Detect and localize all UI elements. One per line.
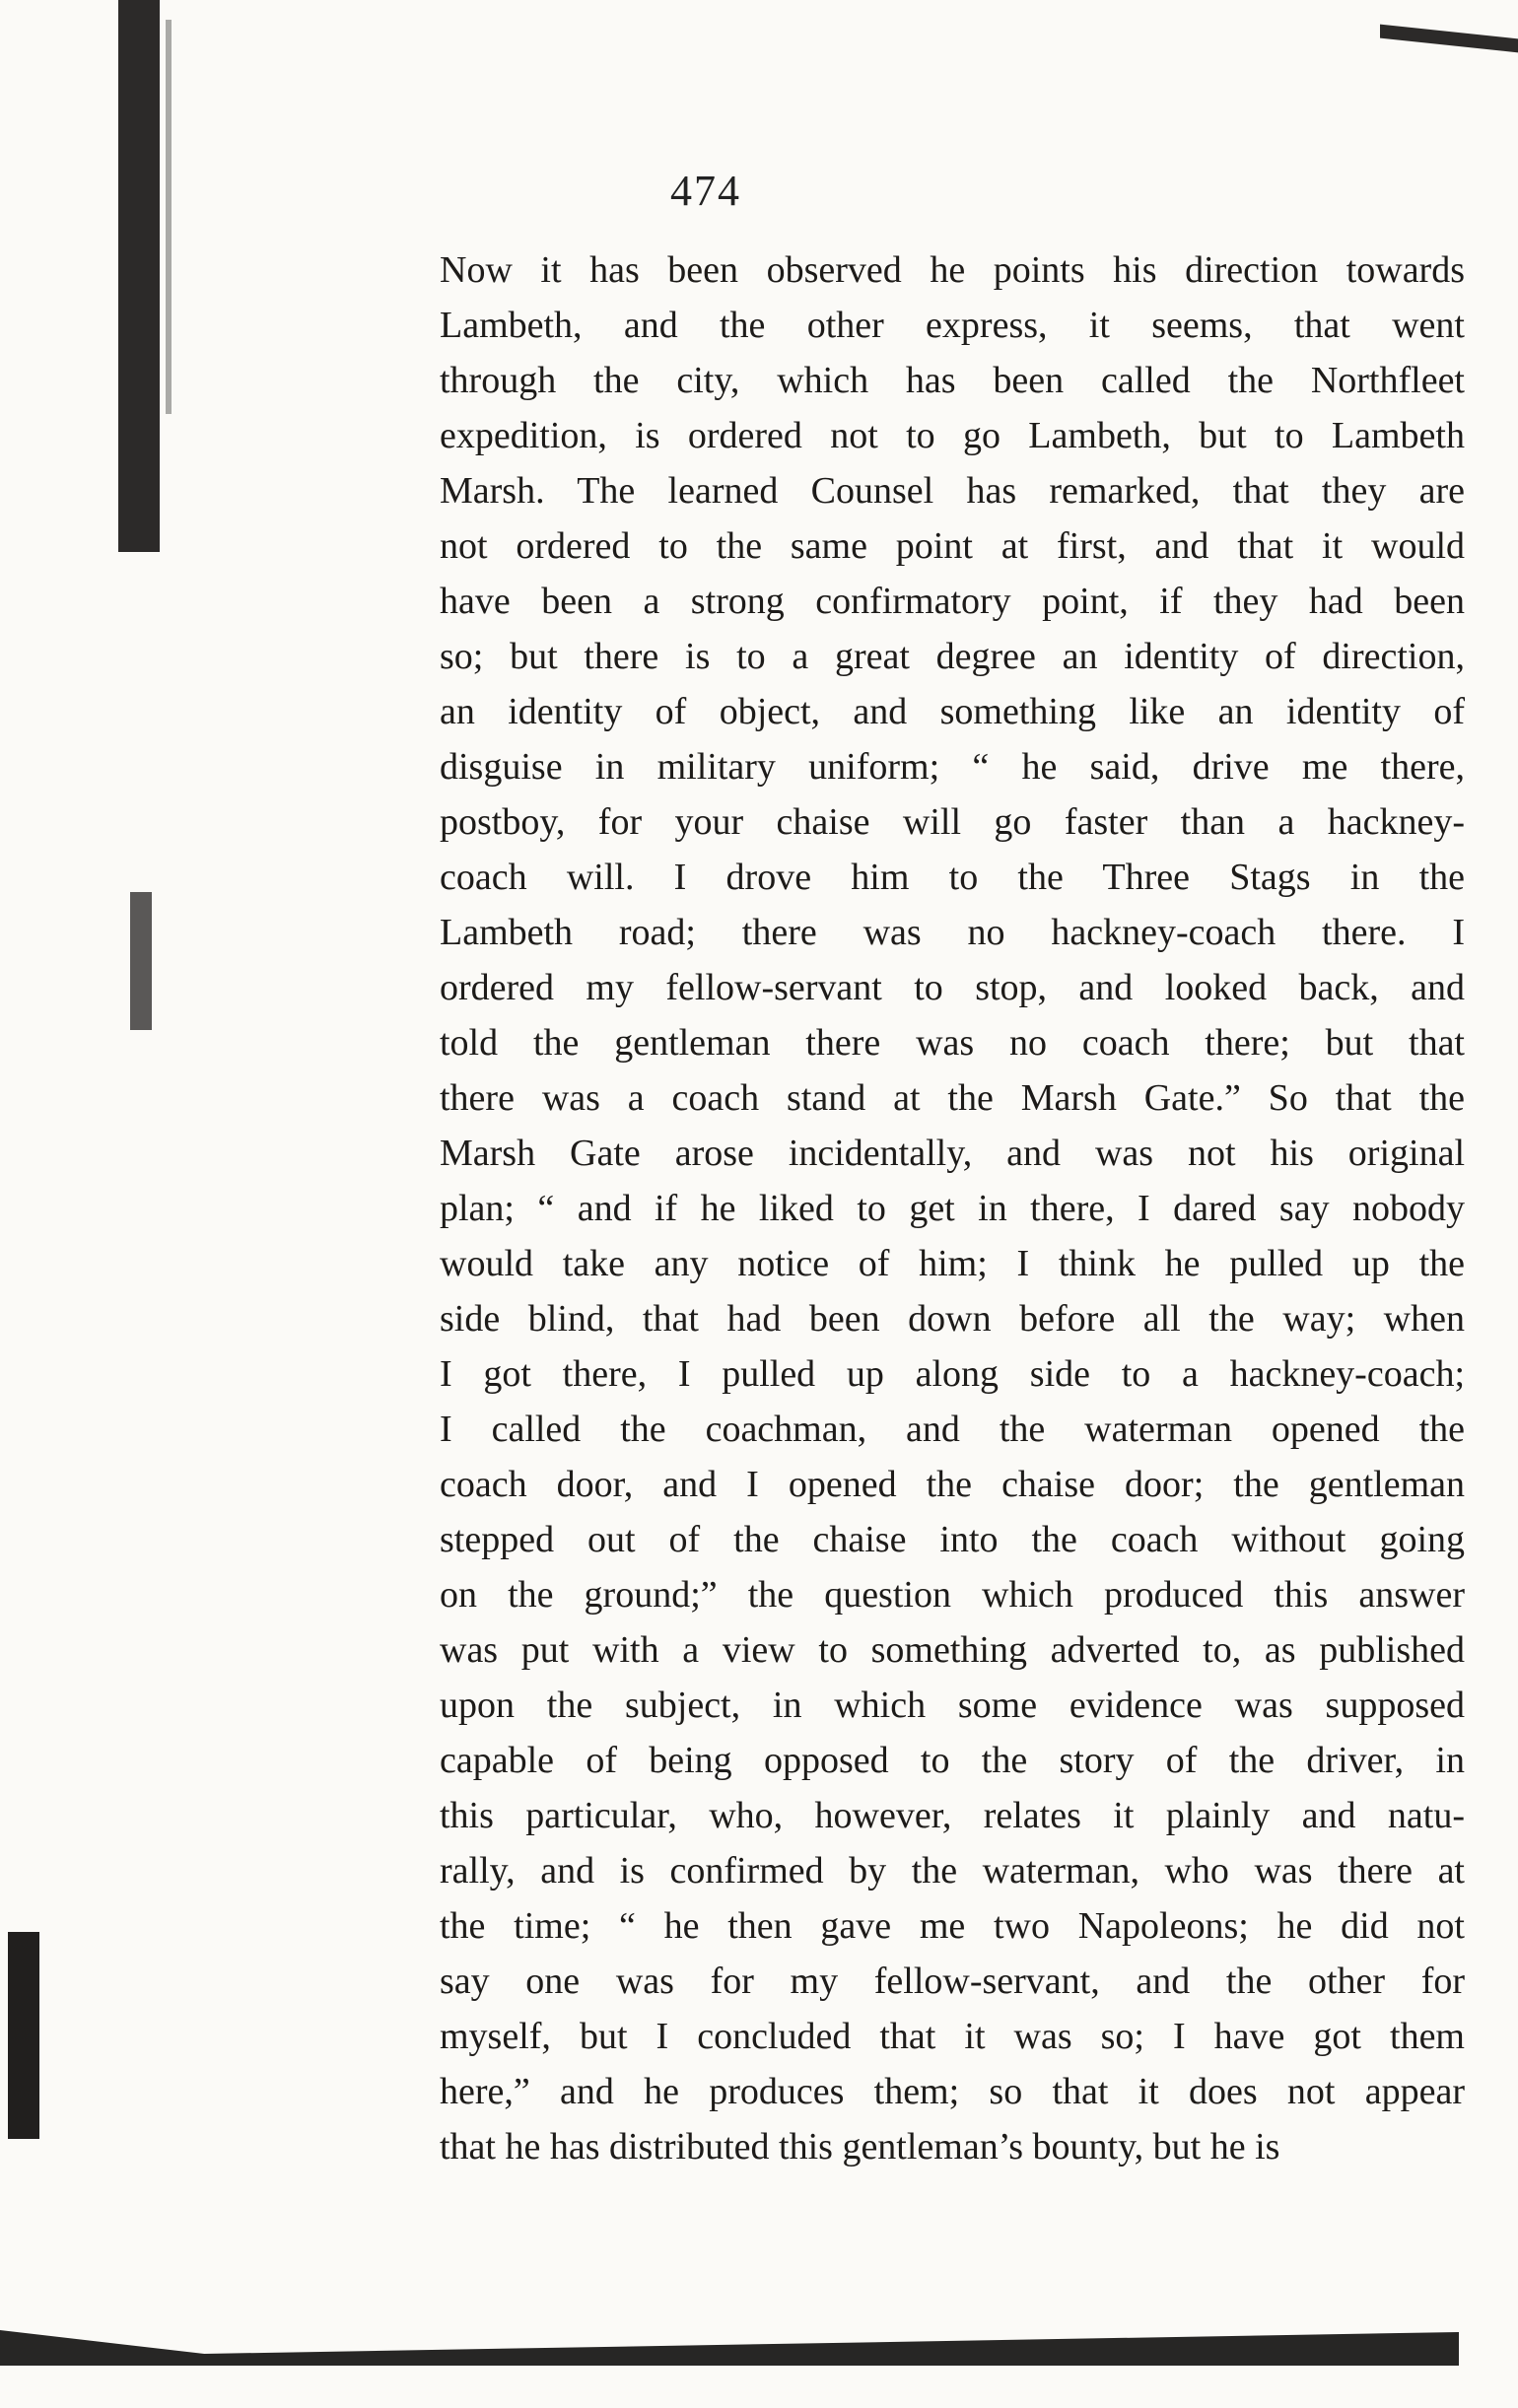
left-binding-shadow-middle bbox=[130, 892, 152, 1030]
text-line: say one was for my fellow-servant, and the other for bbox=[440, 1961, 1465, 2002]
page-number: 474 bbox=[670, 167, 741, 215]
text-line: rally, and is confirmed by the waterman, who was there at bbox=[440, 1850, 1465, 1892]
text-line: postboy, for your chaise will go faster than a hackney- bbox=[440, 801, 1465, 843]
left-binding-shadow-top-fringe bbox=[166, 20, 172, 414]
text-line: that he has distributed this gentleman’s bounty, but he is bbox=[440, 2126, 1280, 2167]
text-line: Lambeth, and the other express, it seems, that went bbox=[440, 305, 1465, 346]
text-line: I got there, I pulled up along side to a hackney-coach; bbox=[440, 1353, 1465, 1395]
text-line: Now it has been observed he points his direction towards bbox=[440, 249, 1465, 291]
text-line: through the city, which has been called the Northfleet bbox=[440, 360, 1465, 401]
text-line: so; but there is to a great degree an identity of direction, bbox=[440, 636, 1465, 677]
text-line: myself, but I concluded that it was so; I have got them bbox=[440, 2016, 1465, 2057]
body-text bbox=[440, 242, 1465, 2174]
text-line: upon the subject, in which some evidence was supposed bbox=[440, 1685, 1465, 1726]
text-line: an identity of object, and something like an identity of bbox=[440, 691, 1465, 732]
text-line: expedition, is ordered not to go Lambeth, but to Lambeth bbox=[440, 415, 1465, 456]
text-line: would take any notice of him; I think he pulled up the bbox=[440, 1243, 1465, 1284]
text-line: on the ground;” the question which produced this answer bbox=[440, 1574, 1465, 1616]
text-line: Marsh. The learned Counsel has remarked, that they are bbox=[440, 470, 1465, 512]
text-line: the time; “ he then gave me two Napoleons; he did not bbox=[440, 1905, 1465, 1947]
text-line: ordered my fellow-servant to stop, and looked back, and bbox=[440, 967, 1465, 1008]
text-line: coach will. I drove him to the Three Stags in the bbox=[440, 857, 1465, 898]
text-line: Lambeth road; there was no hackney-coach there. I bbox=[440, 912, 1465, 953]
text-line: there was a coach stand at the Marsh Gate.” So that the bbox=[440, 1077, 1465, 1119]
left-binding-shadow-top bbox=[118, 0, 160, 552]
text-line: capable of being opposed to the story of the driver, in bbox=[440, 1740, 1465, 1781]
top-right-edge-shadow bbox=[1380, 25, 1518, 53]
text-line: coach door, and I opened the chaise door; the gentleman bbox=[440, 1464, 1465, 1505]
text-line: told the gentleman there was no coach there; but that bbox=[440, 1022, 1465, 1064]
text-line: this particular, who, however, relates it plainly and natu- bbox=[440, 1795, 1465, 1836]
text-line: have been a strong confirmatory point, if they had been bbox=[440, 581, 1465, 622]
text-line: stepped out of the chaise into the coach without going bbox=[440, 1519, 1465, 1560]
text-line: side blind, that had been down before all the way; when bbox=[440, 1298, 1465, 1340]
text-line: not ordered to the same point at first, and that it would bbox=[440, 525, 1465, 567]
text-line: Marsh Gate arose incidentally, and was not his original bbox=[440, 1133, 1465, 1174]
text-line: disguise in military uniform; “ he said, drive me there, bbox=[440, 746, 1465, 788]
text-line: plan; “ and if he liked to get in there, I dared say nobody bbox=[440, 1188, 1465, 1229]
bottom-edge-shadow bbox=[0, 2326, 1459, 2366]
text-line: here,” and he produces them; so that it does not appear bbox=[440, 2071, 1465, 2112]
left-binding-shadow-bottom bbox=[8, 1932, 39, 2139]
text-line: was put with a view to something adverted to, as published bbox=[440, 1629, 1465, 1671]
text-line: I called the coachman, and the waterman opened the bbox=[440, 1409, 1465, 1450]
